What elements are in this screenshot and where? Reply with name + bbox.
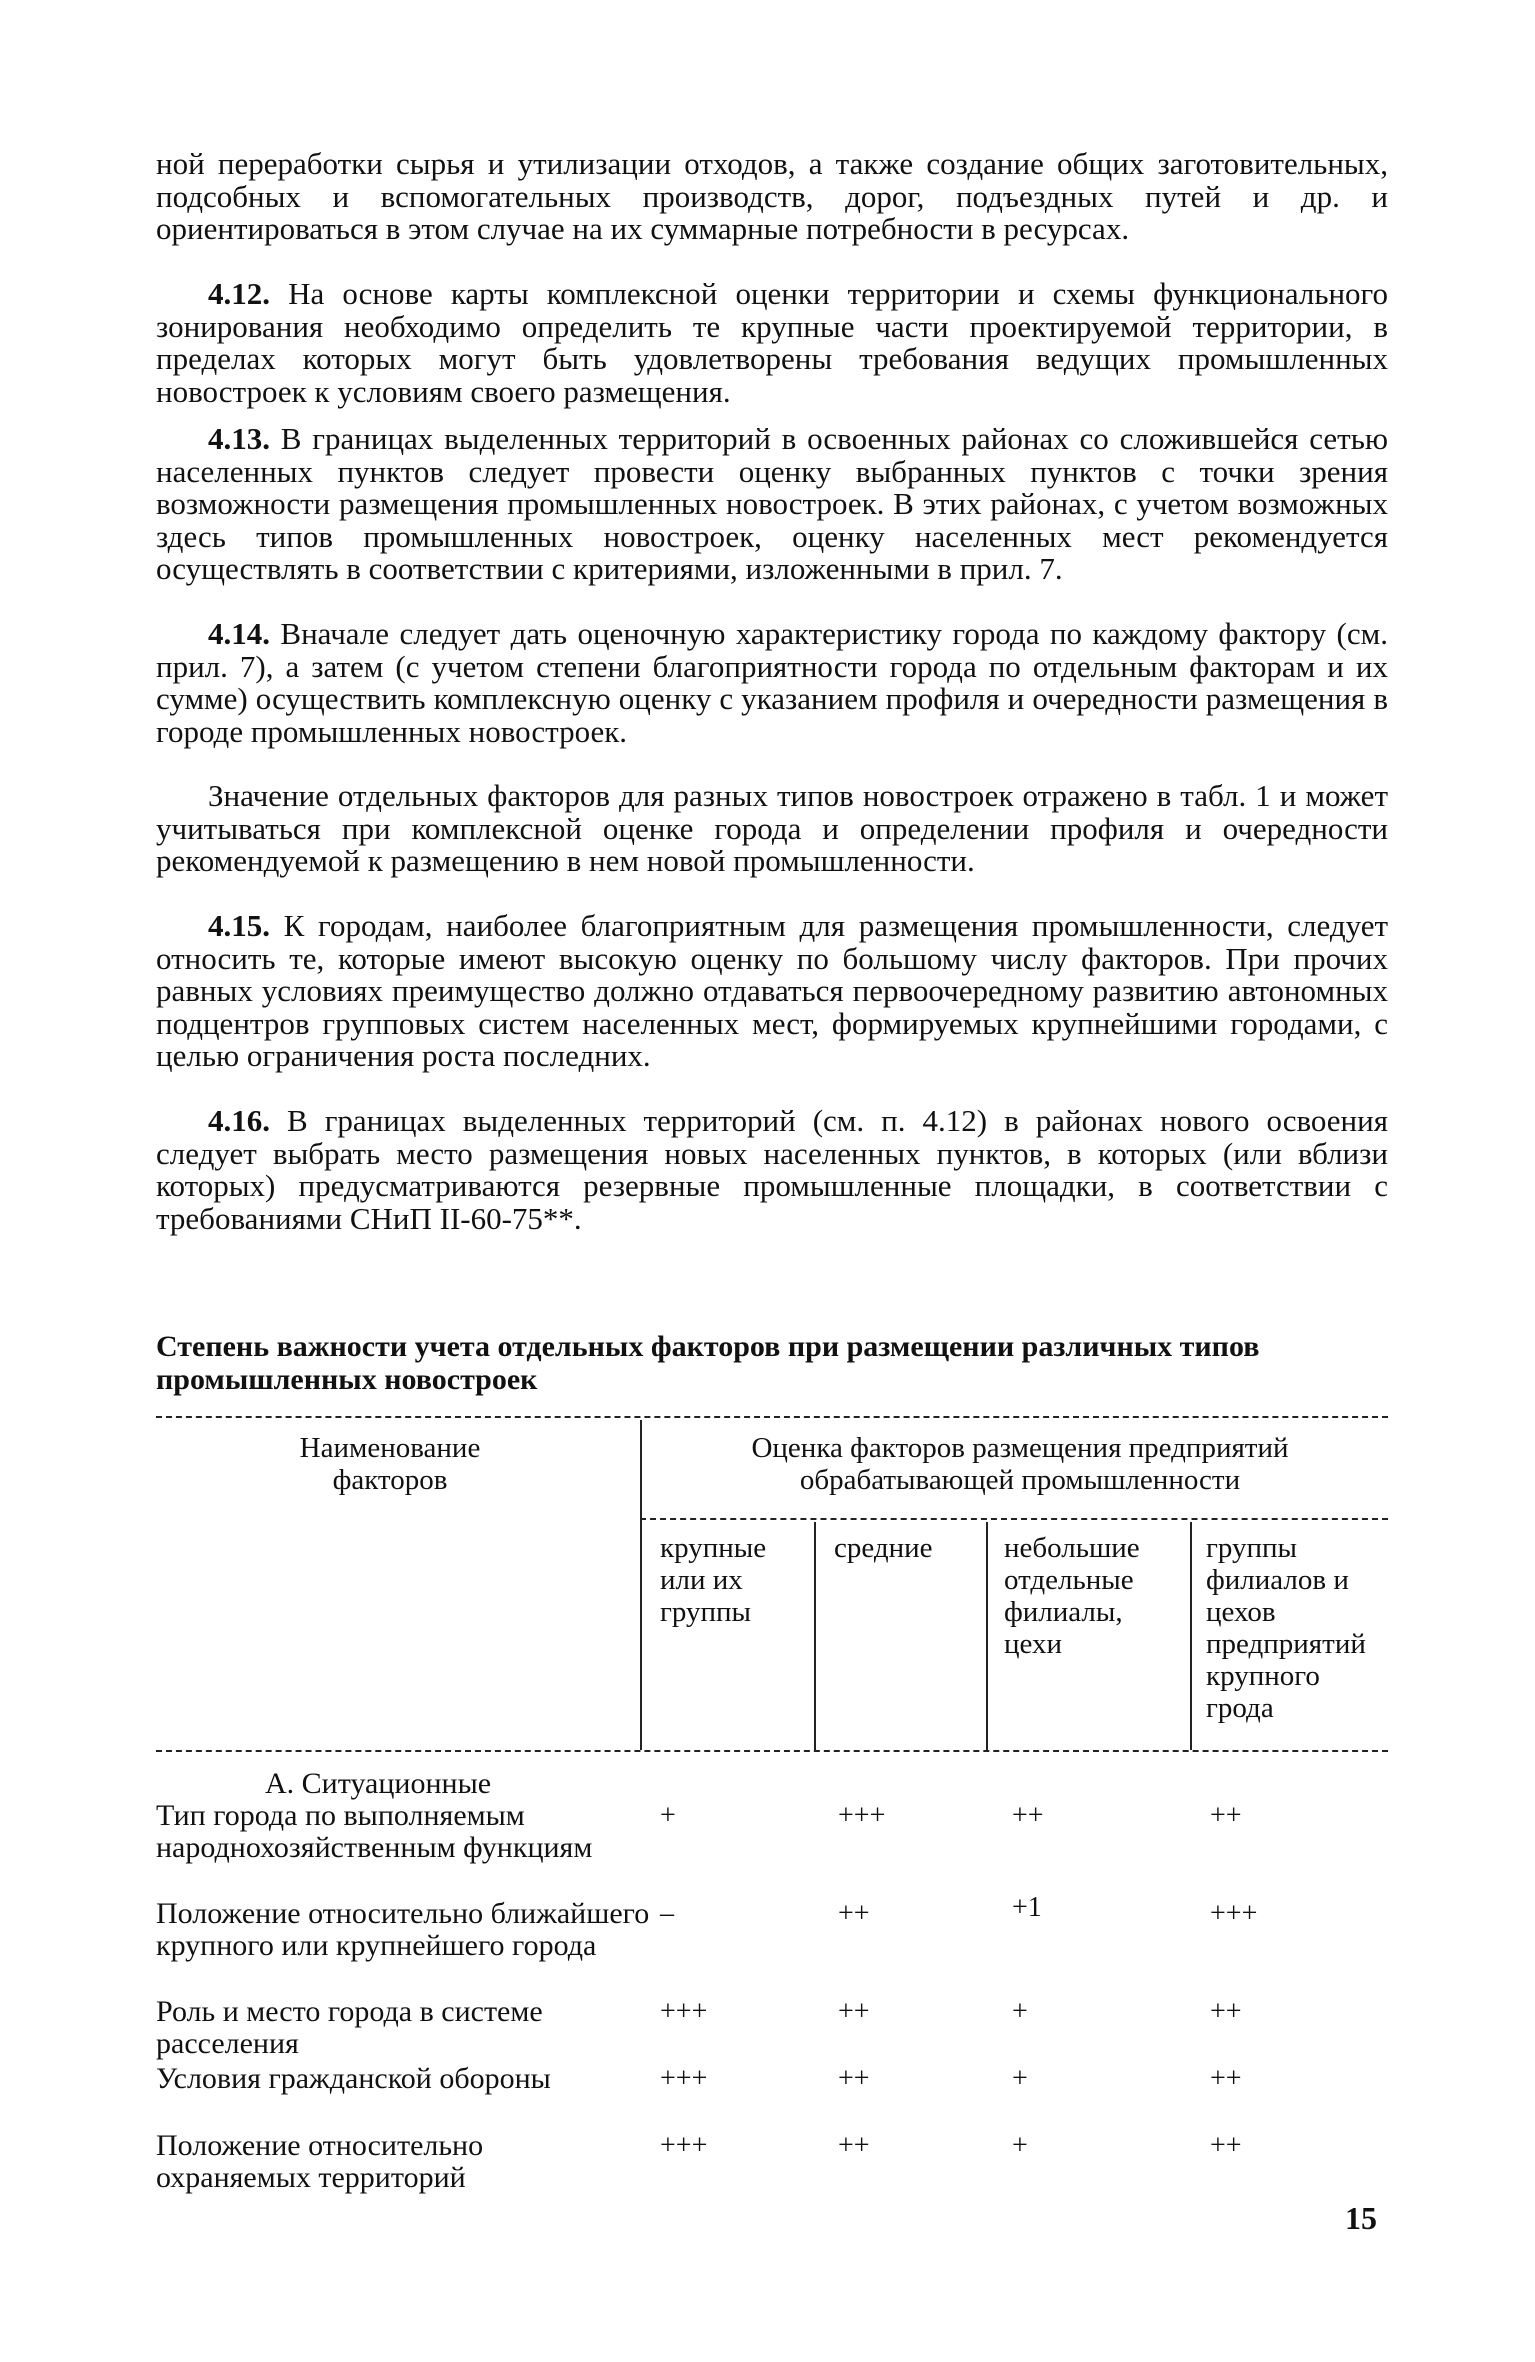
paragraph-text: На основе карты комплексной оценки территории и схемы функционального зонирования необходимо определить те крупные части проектируемой территории, в пределах которых могут быть удовлетворены требования ведущих промышленных новостроек к условиям своего размещения. bbox=[156, 276, 1388, 409]
paragraph-text: Значение отдельных факторов для разных типов новостроек отражено в табл. 1 и может учитываться при комплексной оценке города и определении профиля и очередности рекомендуемой к размещению в нем новой промышленности. bbox=[156, 778, 1388, 879]
table-section-title: А. Ситуационные bbox=[265, 1767, 492, 1800]
paragraph-number: 4.12. bbox=[208, 276, 270, 311]
paragraph-continuation bbox=[156, 148, 1388, 246]
table-cell: + bbox=[660, 1800, 676, 1831]
table-top-rule bbox=[156, 1416, 1388, 1418]
paragraph-4-15 bbox=[156, 910, 1388, 1073]
paragraph-4-13 bbox=[156, 423, 1388, 586]
paragraph-4-14 bbox=[156, 618, 1388, 748]
table-row-name: Условия гражданской обороны bbox=[156, 2062, 551, 2095]
table-cell: ++ bbox=[838, 1996, 870, 2027]
table-cell: +++ bbox=[838, 1800, 886, 1831]
table-cell: + bbox=[1012, 2063, 1028, 2094]
column-header-group: Оценка факторов размещения предприятий обрабатывающей промышленности bbox=[751, 1432, 1289, 1496]
table-caption: Степень важности учета отдельных факторов при размещении различных типов промышленных новостроек bbox=[156, 1330, 1260, 1396]
paragraph-number: 4.16. bbox=[208, 1103, 270, 1138]
table-divider bbox=[1190, 1522, 1192, 1750]
paragraph-table-note bbox=[156, 780, 1388, 878]
paragraph-number: 4.13. bbox=[208, 421, 270, 456]
paragraph-text: В границах выделенных территорий (см. п. 4.12) в районах нового освоения следует выбрать место размещения новых населенных пунктов, в которых (или вблизи которых) предусматриваются резервные промышленные площадки, в соответствии с требованиями СНиП II-60-75**. bbox=[156, 1103, 1388, 1236]
table-subheader-rule bbox=[640, 1518, 1388, 1520]
table-row-name: Положение относительно охраняемых территорий bbox=[156, 2129, 484, 2194]
table-cell: ++ bbox=[1210, 1800, 1242, 1831]
table-cell: ++ bbox=[1012, 1800, 1044, 1831]
table-cell: ++ bbox=[838, 2063, 870, 2094]
table-cell: +1 bbox=[1012, 1892, 1042, 1923]
column-header-branches: группы филиалов и цехов предприятий крупного грода bbox=[1206, 1532, 1366, 1724]
table-row-name: Тип города по выполняемым народнохозяйственным функциям bbox=[156, 1799, 593, 1864]
table-cell: ++ bbox=[1210, 2063, 1242, 2094]
table-cell: +++ bbox=[1210, 1898, 1258, 1929]
column-header-large: крупные или их группы bbox=[660, 1532, 767, 1628]
paragraph-text: ной переработки сырья и утилизации отходов, а также создание общих заготовительных, подсобных и вспомогательных производств, дорог, подъездных путей и др. и ориентироваться в этом случае на их суммарные потребности в ресурсах. bbox=[156, 146, 1388, 247]
table-cell: + bbox=[1012, 1996, 1028, 2027]
page-number: 15 bbox=[1345, 2200, 1377, 2236]
table-cell: +++ bbox=[660, 1996, 708, 2027]
table-cell: +++ bbox=[660, 2130, 708, 2161]
paragraph-text: К городам, наиболее благоприятным для размещения промышленности, следует относить те, которые имеют высокую оценку по большому числу факторов. При прочих равных условиях преимущество должно отдаваться первоочередному развитию автономных подцентров групповых систем населенных мест, формируемых крупнейшими городами, с целью ограничения роста последних. bbox=[156, 908, 1388, 1074]
column-header-factor: Наименование факторов bbox=[299, 1432, 481, 1496]
table-row-name: Положение относительно ближайшего крупного или крупнейшего города bbox=[156, 1897, 650, 1962]
table-cell: ++ bbox=[1210, 1996, 1242, 2027]
table-cell: + bbox=[1012, 2130, 1028, 2161]
table-cell: ++ bbox=[838, 2130, 870, 2161]
paragraph-text: В границах выделенных территорий в освоенных районах со сложившейся сетью населенных пунктов следует провести оценку выбранных пунктов с точки зрения возможности размещения промышленных новостроек. В этих районах, с учетом возможных здесь типов промышленных новостроек, оценку населенных мест рекомендуется осуществлять в соответствии с критериями, изложенными в прил. 7. bbox=[156, 421, 1388, 587]
table-divider bbox=[814, 1522, 816, 1750]
table-cell: ++ bbox=[1210, 2130, 1242, 2161]
table-row-name: Роль и место города в системе расселения bbox=[156, 1995, 543, 2060]
table-divider bbox=[986, 1522, 988, 1750]
paragraph-4-16 bbox=[156, 1105, 1388, 1235]
table-cell: – bbox=[660, 1898, 674, 1929]
table-header-bottom-rule bbox=[156, 1750, 1388, 1752]
table-cell: +++ bbox=[660, 2063, 708, 2094]
column-header-medium: средние bbox=[834, 1532, 933, 1564]
paragraph-4-12 bbox=[156, 278, 1388, 408]
column-header-small: небольшие отдельные филиалы, цехи bbox=[1004, 1532, 1140, 1660]
table-cell: ++ bbox=[838, 1898, 870, 1929]
table-divider bbox=[640, 1420, 642, 1750]
paragraph-text: Вначале следует дать оценочную характеристику города по каждому фактору (см. прил. 7), а затем (с учетом степени благоприятности города по отдельным факторам и их сумме) осуществить комплексную оценку с указанием профиля и очередности размещения в городе промышленных новостроек. bbox=[156, 616, 1388, 749]
paragraph-number: 4.14. bbox=[208, 616, 270, 651]
paragraph-number: 4.15. bbox=[208, 908, 270, 943]
